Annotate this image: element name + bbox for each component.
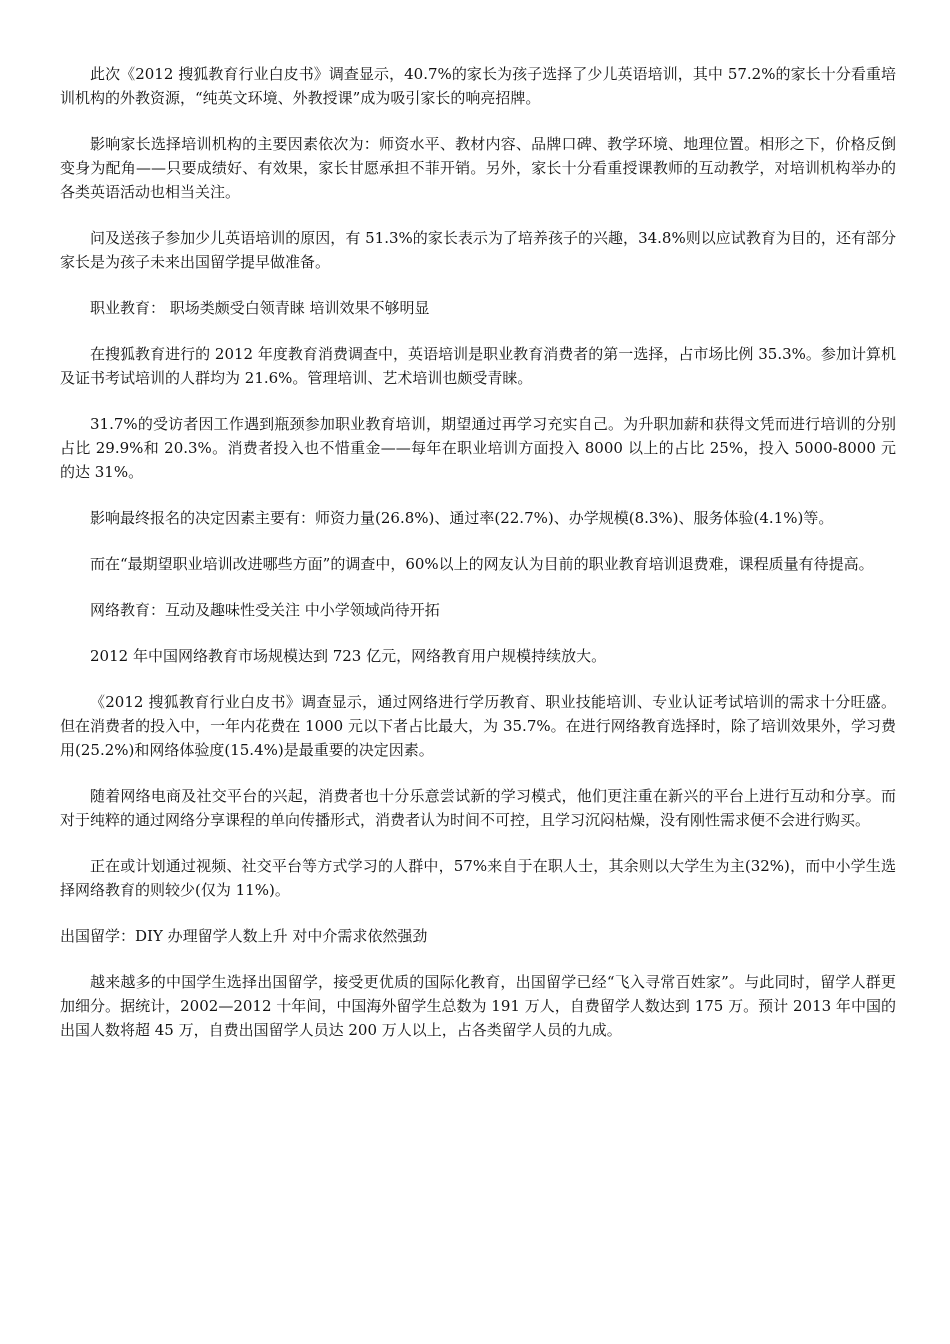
paragraph-selection-factors: 影响家长选择培训机构的主要因素依次为：师资水平、教材内容、品牌口碑、教学环境、地理位置。相形之下，价格反倒变身为配角——只要成绩好、有效果，家长甘愿承担不菲开销。另外，家长十分看重授课教师的互动教学，对培训机构举办的各类英语活动也相当关注。 <box>60 135 896 201</box>
document-body <box>60 62 896 1064</box>
section-heading-online: 网络教育：互动及趣味性受关注 中小学领域尚待开拓 <box>90 601 440 619</box>
paragraph-social-platforms: 随着网络电商及社交平台的兴起，消费者也十分乐意尝试新的学习模式，他们更注重在新兴的平台上进行互动和分享。而对于纯粹的通过网络分享课程的单向传播形式，消费者认为时间不可控，且学习沉闷枯燥，没有刚性需求便不会进行购买。 <box>60 787 896 829</box>
paragraph-vocational-survey: 在搜狐教育进行的 2012 年度教育消费调查中，英语培训是职业教育消费者的第一选择，占市场比例 35.3%。参加计算机及证书考试培训的人群均为 21.6%。管理培训、艺术培训也颇受青睐。 <box>60 345 896 387</box>
paragraph-english-training: 此次《2012 搜狐教育行业白皮书》调查显示，40.7%的家长为孩子选择了少儿英语培训，其中 57.2%的家长十分看重培训机构的外教资源，“纯英文环境、外教授课”成为吸引家长的响亮招牌。 <box>60 65 896 107</box>
paragraph-training-reasons: 问及送孩子参加少儿英语培训的原因，有 51.3%的家长表示为了培养孩子的兴趣，34.8%则以应试教育为目的，还有部分家长是为孩子未来出国留学提早做准备。 <box>60 229 896 271</box>
paragraph-improvement-expectations: 而在“最期望职业培训改进哪些方面”的调查中，60%以上的网友认为目前的职业教育培训退费难，课程质量有待提高。 <box>90 555 874 573</box>
paragraph-online-market: 2012 年中国网络教育市场规模达到 723 亿元，网络教育用户规模持续放大。 <box>90 647 607 665</box>
paragraph-study-abroad: 越来越多的中国学生选择出国留学，接受更优质的国际化教育，出国留学已经“飞入寻常百姓家”。与此同时，留学人群更加细分。据统计，2002—2012 十年间，中国海外留学生总数为 191 万人，自费留学人数达到 175 万。预计 2013 年中国的出国人数将超 45 万，自费出国留学人员达 200 万人以上，占各类留学人员的九成。 <box>60 973 896 1039</box>
paragraph-online-audience: 正在或计划通过视频、社交平台等方式学习的人群中，57%来自于在职人士，其余则以大学生为主(32%)，而中小学生选择网络教育的则较少(仅为 11%)。 <box>60 857 896 899</box>
paragraph-vocational-motivation: 31.7%的受访者因工作遇到瓶颈参加职业教育培训，期望通过再学习充实自己。为升职加薪和获得文凭而进行培训的分别占比 29.9%和 20.3%。消费者投入也不惜重金——每年在职业培训方面投入 8000 以上的占比 25%，投入 5000-8000 元的达 31%。 <box>60 415 896 481</box>
paragraph-enrollment-factors: 影响最终报名的决定因素主要有：师资力量(26.8%)、通过率(22.7%)、办学规模(8.3%)、服务体验(4.1%)等。 <box>90 509 834 527</box>
section-heading-vocational: 职业教育： 职场类颇受白领青睐 培训效果不够明显 <box>90 299 430 317</box>
section-heading-study-abroad: 出国留学：DIY 办理留学人数上升 对中介需求依然强劲 <box>60 927 428 945</box>
paragraph-online-survey: 《2012 搜狐教育行业白皮书》调查显示，通过网络进行学历教育、职业技能培训、专业认证考试培训的需求十分旺盛。但在消费者的投入中，一年内花费在 1000 元以下者占比最大，为 35.7%。在进行网络教育选择时，除了培训效果外，学习费用(25.2%)和网络体验度(15.4%)是最重要的决定因素。 <box>60 693 896 759</box>
